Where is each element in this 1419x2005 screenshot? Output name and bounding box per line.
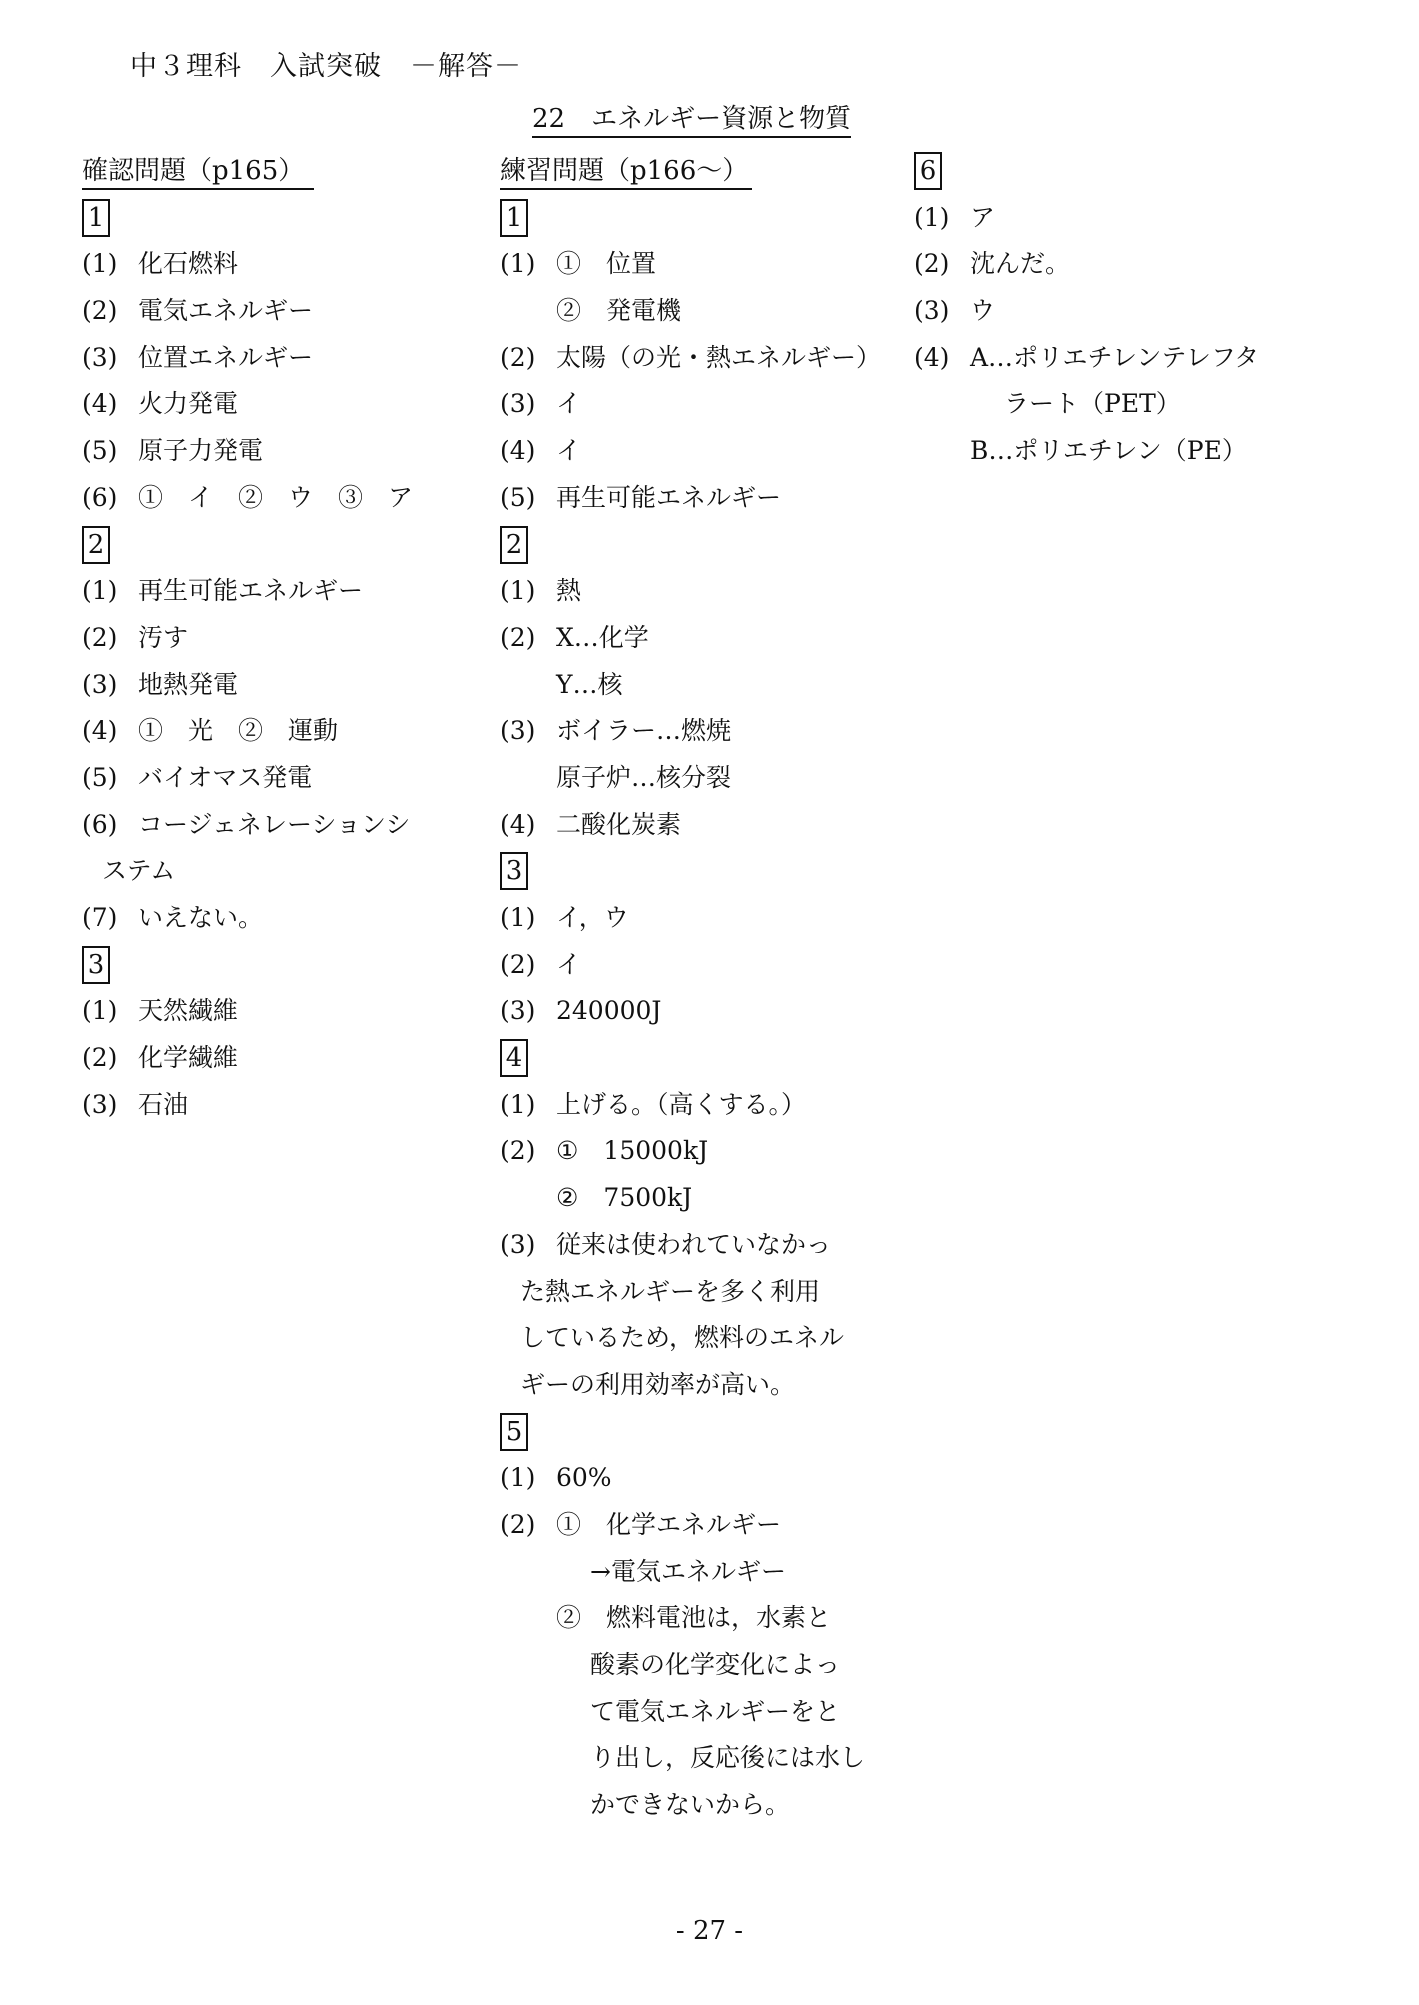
question-number: 1 <box>82 199 110 237</box>
answer-item <box>500 568 900 615</box>
question-number: 6 <box>914 152 942 190</box>
answer-item <box>82 288 482 335</box>
answer-item <box>914 241 1334 288</box>
answer-continuation <box>914 381 1334 428</box>
answer-text: しているため，燃料のエネル <box>520 1323 845 1353</box>
page-number: - 27 - <box>675 1916 744 1946</box>
answer-text: 火力発電 <box>138 389 239 419</box>
column-practice-problems <box>500 148 900 1829</box>
sub-question-number: (5) <box>82 762 118 792</box>
question-number: 4 <box>500 1039 528 1077</box>
question-number: 2 <box>500 526 528 564</box>
answer-text: コージェネレーションシ <box>138 809 411 839</box>
answer-item <box>82 475 482 522</box>
answer-text: ② 7500kJ <box>556 1183 693 1213</box>
sub-question-number: (2) <box>500 1509 536 1539</box>
answer-continuation <box>500 1782 900 1829</box>
question-number-box <box>914 148 1334 195</box>
sub-question-number: (4) <box>914 342 950 372</box>
answer-text: 地熱発電 <box>138 669 239 699</box>
answer-continuation <box>500 1735 900 1782</box>
answer-item <box>500 1222 900 1269</box>
answer-continuation <box>500 1549 900 1596</box>
answer-text: 原子力発電 <box>138 436 264 466</box>
answer-text: いえない。 <box>138 903 264 932</box>
answer-item <box>500 335 900 382</box>
column-practice-problems-continued <box>914 148 1334 475</box>
answer-text: ウ <box>970 296 996 326</box>
answer-item <box>500 615 900 662</box>
answer-text: →電気エネルギー <box>590 1556 786 1586</box>
question-number-box <box>500 522 900 569</box>
answer-item <box>82 708 482 755</box>
question-number: 5 <box>500 1413 528 1451</box>
answer-item <box>500 1082 900 1129</box>
sub-question-number: (1) <box>500 1463 536 1493</box>
answer-continuation <box>500 662 900 709</box>
sub-question-number: (1) <box>82 996 118 1026</box>
answer-item <box>500 475 900 522</box>
answer-text: ② 発電機 <box>556 296 682 326</box>
answer-text: かできないから。 <box>590 1790 791 1820</box>
sub-question-number: (6) <box>82 809 118 839</box>
answer-text: 化石燃料 <box>138 249 239 279</box>
answer-text: 沈んだ。 <box>970 249 1071 279</box>
answer-item <box>914 195 1334 242</box>
question-number: 1 <box>500 199 528 237</box>
column-title: 確認問題（p165） <box>82 148 482 195</box>
sub-question-number: (4) <box>500 436 536 466</box>
sub-question-number: (4) <box>82 716 118 746</box>
answer-continuation <box>500 1315 900 1362</box>
answer-item <box>500 1502 900 1549</box>
answer-text: Y…核 <box>556 669 623 699</box>
answer-text: イ <box>556 436 582 466</box>
question-number-box <box>82 942 482 989</box>
question-number-box <box>500 195 900 242</box>
sub-question-number: (2) <box>82 296 118 326</box>
answer-item <box>500 428 900 475</box>
answer-continuation <box>500 1689 900 1736</box>
sub-question-number: (3) <box>914 296 950 326</box>
answer-text: ① 位置 <box>556 249 657 279</box>
sub-question-number: (3) <box>500 996 536 1026</box>
answer-text: 汚す <box>138 622 189 652</box>
sub-question-number: (2) <box>82 622 118 652</box>
answer-continuation <box>500 1642 900 1689</box>
answer-item <box>500 381 900 428</box>
answer-item <box>914 288 1334 335</box>
answer-text: X…化学 <box>556 622 649 652</box>
answer-text: 石油 <box>138 1089 189 1119</box>
answer-item <box>500 942 900 989</box>
answer-item <box>500 988 900 1035</box>
answer-item <box>82 335 482 382</box>
answer-text: ① イ ② ウ ③ ア <box>138 482 414 512</box>
sub-question-number: (1) <box>500 1089 536 1119</box>
answer-text: ② 燃料電池は，水素と <box>556 1603 832 1633</box>
question-number-box <box>500 1035 900 1082</box>
question-number: 2 <box>82 526 110 564</box>
answer-text: 位置エネルギー <box>138 342 314 372</box>
answer-continuation <box>82 848 482 895</box>
answer-continuation <box>500 755 900 802</box>
question-number-box <box>82 195 482 242</box>
answer-continuation <box>500 1362 900 1409</box>
answer-item <box>500 1128 900 1175</box>
answer-text: り出し，反応後には水し <box>590 1743 866 1773</box>
answer-text: ステム <box>102 856 176 886</box>
answer-item <box>82 428 482 475</box>
answer-text: 上げる。（高くする。） <box>556 1089 807 1119</box>
sub-question-number: (7) <box>82 903 118 932</box>
document-header: 中３理科 入試突破 －解答－ <box>130 51 522 82</box>
sub-question-number: (6) <box>82 482 118 512</box>
question-number-box <box>82 522 482 569</box>
answer-text: イ <box>556 949 582 979</box>
sub-question-number: (4) <box>500 809 536 839</box>
sub-question-number: (3) <box>82 669 118 699</box>
sub-question-number: (3) <box>500 389 536 419</box>
answer-text: 電気エネルギー <box>138 296 314 326</box>
answer-text: 従来は使われていなかっ <box>556 1229 832 1259</box>
sub-question-number: (2) <box>914 249 950 279</box>
answer-item <box>82 615 482 662</box>
answer-text: 太陽（の光・熱エネルギー） <box>556 342 882 372</box>
answer-item <box>82 662 482 709</box>
answer-item <box>914 335 1334 382</box>
sub-question-number: (1) <box>500 249 536 279</box>
answer-text: ① 15000kJ <box>556 1136 709 1166</box>
answer-continuation <box>500 1595 900 1642</box>
answer-text: 再生可能エネルギー <box>138 576 364 606</box>
answer-list <box>914 148 1334 475</box>
answer-continuation <box>500 1175 900 1222</box>
answer-item <box>500 895 900 942</box>
answer-text: 60% <box>556 1463 612 1493</box>
answer-text: 240000J <box>556 996 662 1026</box>
answer-text: バイオマス発電 <box>138 762 313 792</box>
sub-question-number: (3) <box>500 1229 536 1259</box>
answer-item <box>82 988 482 1035</box>
answer-text: ① 光 ② 運動 <box>138 716 339 746</box>
question-number-box <box>500 848 900 895</box>
sub-question-number: (3) <box>500 716 536 746</box>
answer-text: A…ポリエチレンテレフタ <box>970 342 1260 372</box>
sub-question-number: (1) <box>82 576 118 606</box>
sub-question-number: (3) <box>82 342 118 372</box>
answer-text: 再生可能エネルギー <box>556 482 782 512</box>
answer-text: 原子炉…核分裂 <box>556 762 732 792</box>
answer-item <box>82 241 482 288</box>
answer-text: イ，ウ <box>556 903 629 932</box>
answer-text: ギーの利用効率が高い。 <box>520 1369 796 1399</box>
answer-item <box>82 1035 482 1082</box>
sub-question-number: (1) <box>914 202 950 232</box>
sub-question-number: (1) <box>500 576 536 606</box>
answer-text: ラート（PET） <box>1004 389 1181 419</box>
answer-item <box>82 381 482 428</box>
answer-text: 天然繊維 <box>138 996 239 1026</box>
answer-item <box>82 568 482 615</box>
sub-question-number: (2) <box>82 1043 118 1073</box>
answer-text: B…ポリエチレン（PE） <box>970 436 1247 466</box>
answer-text: イ <box>556 389 582 419</box>
answer-continuation <box>500 288 900 335</box>
question-number-box <box>500 1409 900 1456</box>
answer-item <box>82 755 482 802</box>
answer-text: 酸素の化学変化によっ <box>590 1650 841 1679</box>
answer-item <box>500 708 900 755</box>
sub-question-number: (2) <box>500 949 536 979</box>
answer-continuation <box>500 1269 900 1316</box>
answer-text: ① 化学エネルギー <box>556 1509 782 1539</box>
sub-question-number: (1) <box>82 249 118 279</box>
answer-list <box>82 195 482 1129</box>
sub-question-number: (2) <box>500 622 536 652</box>
sub-question-number: (4) <box>82 389 118 419</box>
answer-list <box>500 195 900 1829</box>
sub-question-number: (3) <box>82 1089 118 1119</box>
answer-text: 熱 <box>556 576 582 606</box>
question-number: 3 <box>82 946 110 984</box>
chapter-title: 22 エネルギー資源と物質 <box>532 96 851 143</box>
question-number: 3 <box>500 852 528 890</box>
answer-item <box>82 802 482 849</box>
sub-question-number: (2) <box>500 1136 536 1166</box>
sub-question-number: (5) <box>82 436 118 466</box>
sub-question-number: (1) <box>500 903 536 932</box>
column-confirmation-problems <box>82 148 482 1128</box>
answer-text: 化学繊維 <box>138 1043 239 1073</box>
answer-item <box>500 1455 900 1502</box>
answer-text: て電気エネルギーをと <box>590 1696 841 1726</box>
answer-text: ア <box>970 202 996 232</box>
sub-question-number: (2) <box>500 342 536 372</box>
answer-continuation <box>914 428 1334 475</box>
answer-text: 二酸化炭素 <box>556 809 682 839</box>
answer-text: た熱エネルギーを多く利用 <box>520 1276 821 1306</box>
answer-item <box>500 802 900 849</box>
column-title: 練習問題（p166～） <box>500 148 900 195</box>
answer-item <box>500 241 900 288</box>
answer-item <box>82 895 482 942</box>
sub-question-number: (5) <box>500 482 536 512</box>
answer-text: ボイラー…燃焼 <box>556 716 732 746</box>
answer-item <box>82 1082 482 1129</box>
